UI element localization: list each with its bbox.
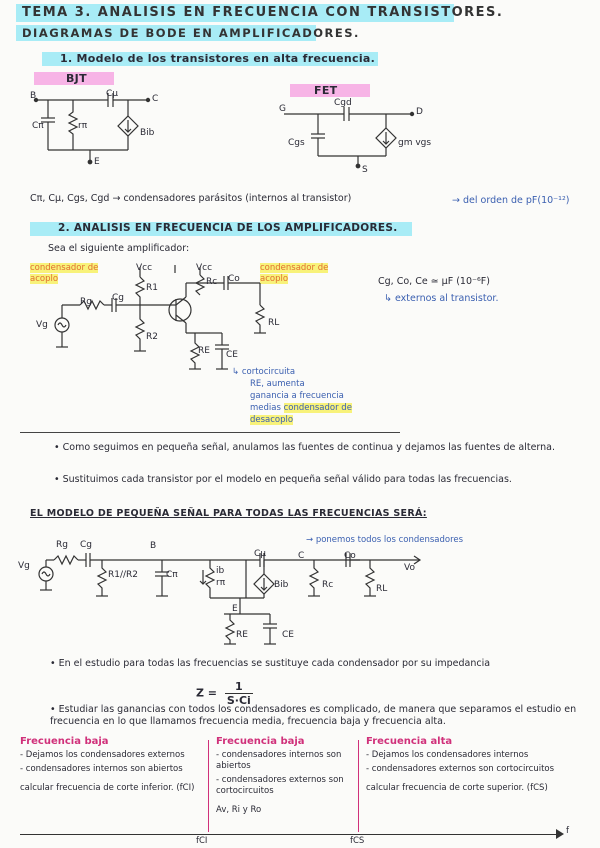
formula-numerator: 1	[225, 680, 253, 694]
axis-f: f	[566, 826, 569, 836]
amp-vg: Vg	[36, 320, 48, 330]
bjt-label: BJT	[66, 72, 87, 85]
order-note: → del orden de pF(10⁻¹²)	[452, 195, 570, 206]
bullet-1: • Como seguimos en pequeña señal, anulamos las fuentes de continua y dejamos las fuentes de alterna.	[54, 442, 556, 453]
bjt-rpi: rπ	[78, 121, 88, 131]
bjt-node-b: B	[30, 91, 37, 101]
column2-title: Frecuencia baja	[216, 736, 305, 747]
axis-fcs: fCS	[350, 836, 365, 846]
amp-intro: Sea el siguiente amplificador:	[48, 243, 190, 254]
model-c: C	[298, 551, 305, 561]
bypass-note-3: ganancia a frecuencia	[250, 391, 344, 401]
bypass-note-4: medias condensador de	[250, 403, 352, 413]
column-separator-2	[358, 740, 359, 832]
fet-label: FET	[314, 84, 338, 97]
column3-item-1: - Dejamos los condensadores internos	[366, 750, 529, 760]
bypass-note-5: desacoplo	[250, 415, 294, 425]
column1-item-2: - condensadores internos son abiertos	[20, 764, 183, 774]
model-ce: CE	[282, 630, 294, 640]
model-b: B	[150, 541, 157, 551]
bullet-4: • Estudiar las ganancias con todos los condensadores es complicado, de manera que separamos el estudio en frecuencia en lo que llamamos frecuencia media, frecuencia baja y frecuencia alta.	[50, 704, 577, 727]
external-caps: Cg, Co, Ce ≃ μF (10⁻⁶F)	[378, 276, 490, 287]
model-cpi: Cπ	[166, 570, 178, 580]
column1-title: Frecuencia baja	[20, 736, 109, 747]
bjt-node-e: E	[94, 157, 100, 167]
fet-node-s: S	[362, 165, 368, 175]
column2-item-2: - condensadores externos son cortocircuitos	[216, 775, 344, 796]
model-note: → ponemos todos los condensadores	[306, 535, 464, 545]
amp-co: Co	[228, 274, 240, 284]
amp-ce: CE	[226, 350, 238, 360]
model-rc: Rc	[322, 580, 334, 590]
model-ib: ib	[216, 566, 225, 576]
column2-item-1: - condensadores internos son abiertos	[216, 750, 342, 771]
axis-fci: fCI	[196, 836, 208, 846]
bjt-cmu: Cμ	[106, 89, 119, 99]
column3-title: Frecuencia alta	[366, 736, 453, 747]
bjt-node-c: C	[152, 94, 159, 104]
fet-node-d: D	[416, 107, 423, 117]
column-medium	[216, 736, 356, 816]
amp-cg: Cg	[112, 293, 124, 303]
fet-cgd: Cgd	[334, 98, 352, 108]
model-re: RE	[236, 630, 248, 640]
external-note: ↳ externos al transistor.	[384, 293, 499, 304]
small-signal-model-diagram	[20, 540, 440, 650]
model-vo: Vo	[404, 563, 415, 573]
impedance-formula: Z = $\frac{1}{S\cdot Ci}$	[196, 680, 251, 707]
page-subtitle: DIAGRAMAS DE BODE EN AMPLIFICADORES.	[22, 26, 360, 40]
section2-heading: 2. ANALISIS EN FRECUENCIA DE LOS AMPLIFICADORES.	[58, 222, 398, 234]
bypass-note-1: ↳ cortocircuita	[232, 367, 296, 377]
model-co: Co	[344, 551, 356, 561]
column1-item-1: - Dejamos los condensadores externos	[20, 750, 185, 760]
coupling-right-label: condensador de acoplo	[260, 263, 329, 284]
bullet-3: • En el estudio para todas las frecuencias se sustituye cada condensador por su impedancia	[50, 658, 491, 669]
model-r1r2: R1//R2	[108, 570, 139, 580]
model-source: Bib	[274, 580, 289, 590]
amp-r2: R2	[146, 332, 158, 342]
model-cg: Cg	[80, 540, 92, 550]
model-cmu: Cμ	[254, 549, 267, 559]
column-high	[366, 736, 582, 794]
model-rg: Rg	[56, 540, 68, 550]
bjt-source: Bib	[140, 128, 155, 138]
page-title: TEMA 3. ANALISIS EN FRECUENCIA CON TRANSISTORES.	[22, 5, 504, 20]
column2-footer: Av, Ri y Ro	[216, 805, 262, 815]
amp-re: RE	[198, 346, 210, 356]
model-heading: EL MODELO DE PEQUEÑA SEÑAL PARA TODAS LAS FRECUENCIAS SERÁ:	[30, 508, 427, 519]
model-rpi: rπ	[216, 578, 226, 588]
amp-vcc2: Vcc	[196, 263, 213, 273]
amp-rc: Rc	[206, 277, 218, 287]
bullet-2: • Sustituimos cada transistor por el modelo en pequeña señal válido para todas las frecuencias.	[54, 474, 512, 485]
column-low-external	[20, 736, 206, 794]
divider	[20, 432, 400, 433]
bjt-hf-model-diagram	[28, 88, 188, 168]
coupling-left-label: condensador de acoplo	[30, 263, 99, 284]
column3-item-2: - condensadores externos son cortocircuitos	[366, 764, 555, 774]
fet-source: gm vgs	[398, 138, 432, 148]
model-e: E	[232, 604, 238, 614]
bypass-note-2: RE, aumenta	[250, 379, 305, 389]
fet-cgs: Cgs	[288, 138, 305, 148]
model-rl: RL	[376, 584, 388, 594]
formula-denominator: S·Ci	[226, 694, 251, 707]
column1-footer: calcular frecuencia de corte inferior. (fCI)	[20, 783, 195, 793]
amp-rg: Rg	[80, 297, 92, 307]
bjt-cpi: Cπ	[32, 121, 44, 131]
column-separator-1	[208, 740, 209, 832]
parasitic-note: Cπ, Cμ, Cgs, Cgd → condensadores parásitos (internos al transistor)	[30, 193, 352, 204]
section1-heading: 1. Modelo de los transistores en alta frecuencia.	[60, 52, 376, 65]
amp-vcc1: Vcc	[136, 263, 153, 273]
axis-arrow-icon	[556, 829, 564, 839]
amp-r1: R1	[146, 283, 158, 293]
column3-footer: calcular frecuencia de corte superior. (fCS)	[366, 783, 548, 793]
frequency-axis	[20, 834, 560, 835]
amp-rl: RL	[268, 318, 280, 328]
model-vg: Vg	[18, 561, 30, 571]
fet-node-g: G	[279, 104, 286, 114]
